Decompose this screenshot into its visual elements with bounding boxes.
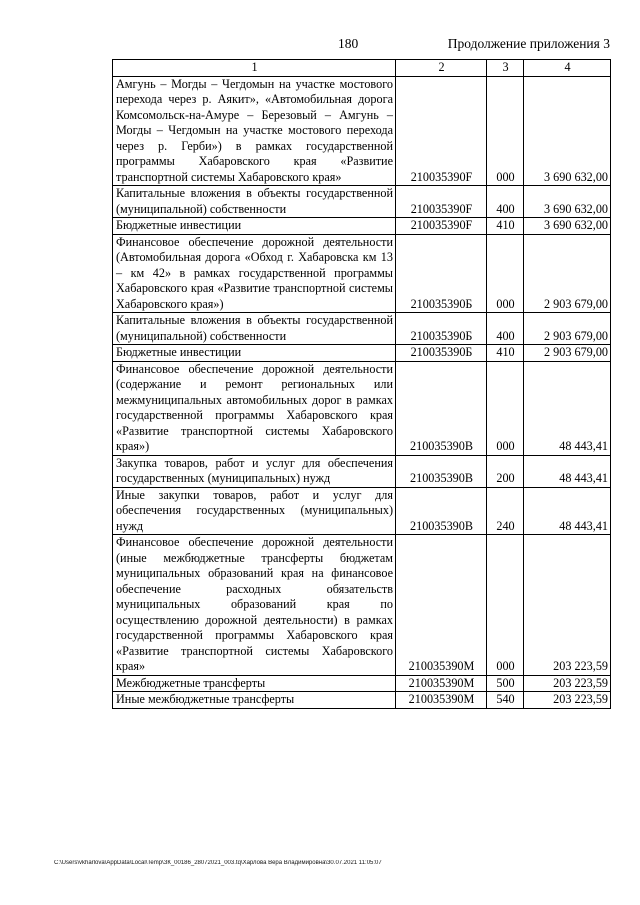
document-path-footer: C:\Users\vkharlova\AppData\Local\Temp\ЗК_00186_28072021_003.tq\Харлова Вера Владимировна\30.07.2021 11:05:07	[54, 860, 382, 866]
amount: 203 223,59	[524, 535, 611, 676]
expense-kind-code: 000	[487, 234, 524, 313]
page-number: 180	[338, 36, 359, 51]
target-article-code: 210035390Б	[396, 234, 487, 313]
expense-kind-code: 500	[487, 675, 524, 692]
expense-name: Финансовое обеспечение дорожной деятельности (Автомобильная дорога «Обход г. Хабаровска км 13 – км 42» в рамках государственной программы Хабаровского края «Развитие транспортной системы Хабаровского края»)	[113, 234, 396, 313]
expense-kind-code: 000	[487, 76, 524, 186]
column-header: 4	[524, 60, 611, 77]
column-number-row	[113, 60, 611, 77]
amount: 203 223,59	[524, 675, 611, 692]
budget-table	[112, 59, 611, 709]
amount: 48 443,41	[524, 361, 611, 455]
amount: 48 443,41	[524, 487, 611, 535]
column-header: 2	[396, 60, 487, 77]
table-row	[113, 218, 611, 235]
expense-name: Амгунь – Могды – Чегдомын на участке мостового перехода через р. Аякит», «Автомобильная дорога Комсомольск-на-Амуре – Березовый – Амгунь – Могды – Чегдомын на участке мостового перехода через р. Герби») в рамках государственной программы Хабаровского края «Развитие транспортной системы Хабаровского края»	[113, 76, 396, 186]
target-article-code: 210035390В	[396, 487, 487, 535]
expense-kind-code: 400	[487, 186, 524, 218]
expense-name: Иные закупки товаров, работ и услуг для обеспечения государственных (муниципальных) нужд	[113, 487, 396, 535]
expense-name: Финансовое обеспечение дорожной деятельности (содержание и ремонт региональных или межмуниципальных автомобильных дорог в рамках государственной программы Хабаровского края «Развитие транспортной системы Хабаровского края»)	[113, 361, 396, 455]
amount: 3 690 632,00	[524, 186, 611, 218]
amount: 3 690 632,00	[524, 218, 611, 235]
amount: 203 223,59	[524, 692, 611, 709]
table-row	[113, 345, 611, 362]
expense-kind-code: 240	[487, 487, 524, 535]
expense-name: Закупка товаров, работ и услуг для обеспечения государственных (муниципальных) нужд	[113, 455, 396, 487]
expense-name: Капитальные вложения в объекты государственной (муниципальной) собственности	[113, 313, 396, 345]
expense-name: Межбюджетные трансферты	[113, 675, 396, 692]
target-article-code: 210035390Б	[396, 313, 487, 345]
target-article-code: 210035390М	[396, 692, 487, 709]
expense-name: Иные межбюджетные трансферты	[113, 692, 396, 709]
expense-kind-code: 200	[487, 455, 524, 487]
target-article-code: 210035390Б	[396, 345, 487, 362]
expense-name: Финансовое обеспечение дорожной деятельности (иные межбюджетные трансферты бюджетам муниципальных образований края на финансовое обеспечение расходных обязательств муниципальных образований края по осуществлению дорожной деятельности) в рамках государственной программы Хабаровского края «Развитие транспортной системы Хабаровского края»	[113, 535, 396, 676]
amount: 48 443,41	[524, 455, 611, 487]
table-row	[113, 455, 611, 487]
table-row	[113, 675, 611, 692]
target-article-code: 210035390М	[396, 535, 487, 676]
expense-kind-code: 410	[487, 345, 524, 362]
expense-kind-code: 410	[487, 218, 524, 235]
amount: 3 690 632,00	[524, 76, 611, 186]
target-article-code: 210035390F	[396, 186, 487, 218]
table-row	[113, 76, 611, 186]
expense-kind-code: 540	[487, 692, 524, 709]
column-header: 1	[113, 60, 396, 77]
target-article-code: 210035390В	[396, 455, 487, 487]
expense-kind-code: 400	[487, 313, 524, 345]
target-article-code: 210035390В	[396, 361, 487, 455]
target-article-code: 210035390F	[396, 218, 487, 235]
table-row	[113, 313, 611, 345]
expense-kind-code: 000	[487, 361, 524, 455]
expense-name: Капитальные вложения в объекты государственной (муниципальной) собственности	[113, 186, 396, 218]
target-article-code: 210035390М	[396, 675, 487, 692]
amount: 2 903 679,00	[524, 234, 611, 313]
table-row	[113, 361, 611, 455]
table-row	[113, 234, 611, 313]
expense-name: Бюджетные инвестиции	[113, 345, 396, 362]
page-header	[112, 36, 610, 56]
table-row	[113, 535, 611, 676]
appendix-continuation: Продолжение приложения 3	[447, 36, 610, 51]
expense-kind-code: 000	[487, 535, 524, 676]
target-article-code: 210035390F	[396, 76, 487, 186]
table-row	[113, 186, 611, 218]
table-row	[113, 487, 611, 535]
amount: 2 903 679,00	[524, 345, 611, 362]
expense-name: Бюджетные инвестиции	[113, 218, 396, 235]
column-header: 3	[487, 60, 524, 77]
table-row	[113, 692, 611, 709]
amount: 2 903 679,00	[524, 313, 611, 345]
